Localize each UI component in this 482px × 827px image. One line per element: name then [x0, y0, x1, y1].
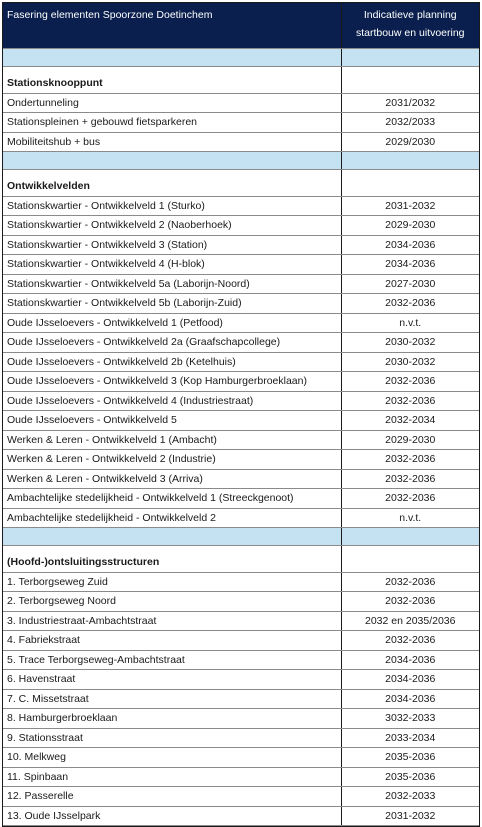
section-title-empty — [341, 552, 479, 572]
table-body — [3, 49, 479, 826]
planning-value: 2034-2036 — [341, 689, 479, 709]
element-name: 5. Trace Terborgseweg-Ambachtstraat — [3, 650, 341, 670]
table-row — [3, 235, 479, 255]
planning-value: 2033-2034 — [341, 728, 479, 748]
element-name: Stationskwartier - Ontwikkelveld 4 (H-blok) — [3, 255, 341, 275]
table-row — [3, 333, 479, 353]
planning-value: 2031/2032 — [341, 93, 479, 113]
planning-value: 2032-2036 — [341, 592, 479, 612]
element-name: 1. Terborgseweg Zuid — [3, 572, 341, 592]
planning-value: 2031-2032 — [341, 806, 479, 826]
section-spacer — [3, 49, 479, 67]
table-row — [3, 709, 479, 729]
table-row — [3, 313, 479, 333]
element-name: Stationskwartier - Ontwikkelveld 5a (Laborijn-Noord) — [3, 274, 341, 294]
section-title-row — [3, 73, 479, 93]
header-elements: Fasering elementen Spoorzone Doetinchem — [3, 3, 341, 49]
table-row — [3, 352, 479, 372]
section-title: (Hoofd-)ontsluitingsstructuren — [3, 552, 341, 572]
element-name: Oude IJsseloevers - Ontwikkelveld 2b (Ketelhuis) — [3, 352, 341, 372]
table-row — [3, 430, 479, 450]
element-name: Stationskwartier - Ontwikkelveld 3 (Station) — [3, 235, 341, 255]
planning-value: 2035-2036 — [341, 748, 479, 768]
planning-value: 2032-2036 — [341, 469, 479, 489]
element-name: Werken & Leren - Ontwikkelveld 3 (Arriva) — [3, 469, 341, 489]
table-header-row — [3, 3, 479, 49]
table-row — [3, 508, 479, 528]
planning-value: 2032-2034 — [341, 411, 479, 431]
element-name: Werken & Leren - Ontwikkelveld 2 (Industrie) — [3, 450, 341, 470]
element-name: Stationskwartier - Ontwikkelveld 2 (Naoberhoek) — [3, 216, 341, 236]
spacer-cell — [3, 49, 341, 67]
spacer-cell — [341, 528, 479, 546]
header-planning-line2: startbouw en uitvoering — [355, 27, 465, 39]
element-name: Stationskwartier - Ontwikkelveld 5b (Laborijn-Zuid) — [3, 294, 341, 314]
element-name: 11. Spinbaan — [3, 767, 341, 787]
element-name: 9. Stationsstraat — [3, 728, 341, 748]
section-spacer — [3, 152, 479, 170]
table-row — [3, 411, 479, 431]
planning-value: 2032 en 2035/2036 — [341, 611, 479, 631]
spacer-cell — [3, 528, 341, 546]
table-row — [3, 806, 479, 826]
element-name: Werken & Leren - Ontwikkelveld 1 (Ambacht) — [3, 430, 341, 450]
planning-value: 2029-2030 — [341, 430, 479, 450]
table-row — [3, 216, 479, 236]
planning-value: n.v.t. — [341, 313, 479, 333]
table-row — [3, 572, 479, 592]
planning-value: 2032-2033 — [341, 787, 479, 807]
table-row — [3, 748, 479, 768]
element-name: 6. Havenstraat — [3, 670, 341, 690]
table-row — [3, 611, 479, 631]
table-row — [3, 391, 479, 411]
element-name: 8. Hamburgerbroeklaan — [3, 709, 341, 729]
table-row — [3, 592, 479, 612]
spacer-cell — [341, 152, 479, 170]
planning-value: 2032/2033 — [341, 113, 479, 133]
element-name: 10. Melkweg — [3, 748, 341, 768]
element-name: Oude IJsseloevers - Ontwikkelveld 1 (Petfood) — [3, 313, 341, 333]
spacer-cell — [3, 152, 341, 170]
planning-value: 2030-2032 — [341, 352, 479, 372]
section-spacer — [3, 528, 479, 546]
header-planning-line1: Indicatieve planning — [363, 9, 457, 21]
section-title: Stationsknooppunt — [3, 73, 341, 93]
element-name: Stationspleinen + gebouwd fietsparkeren — [3, 113, 341, 133]
element-name: 13. Oude IJsselpark — [3, 806, 341, 826]
table-row — [3, 469, 479, 489]
planning-value: 2029/2030 — [341, 132, 479, 152]
planning-value: 2035-2036 — [341, 767, 479, 787]
spacer-cell — [341, 49, 479, 67]
planning-value: 2032-2036 — [341, 631, 479, 651]
table-row — [3, 294, 479, 314]
table-row — [3, 93, 479, 113]
planning-value: 2027-2030 — [341, 274, 479, 294]
table-row — [3, 728, 479, 748]
table-row — [3, 113, 479, 133]
table-row — [3, 196, 479, 216]
planning-value: 2034-2036 — [341, 255, 479, 275]
section-title-empty — [341, 176, 479, 196]
element-name: Oude IJsseloevers - Ontwikkelveld 3 (Kop Hamburgerbroeklaan) — [3, 372, 341, 392]
table-row — [3, 670, 479, 690]
section-title-empty — [341, 73, 479, 93]
table-row — [3, 450, 479, 470]
planning-value: 2032-2036 — [341, 489, 479, 509]
section-title-row — [3, 552, 479, 572]
element-name: Mobiliteitshub + bus — [3, 132, 341, 152]
element-name: Stationskwartier - Ontwikkelveld 1 (Sturko) — [3, 196, 341, 216]
element-name: 3. Industriestraat-Ambachtstraat — [3, 611, 341, 631]
table-row — [3, 689, 479, 709]
planning-value: 2030-2032 — [341, 333, 479, 353]
table-row — [3, 255, 479, 275]
table-row — [3, 767, 479, 787]
planning-value: 2032-2036 — [341, 372, 479, 392]
element-name: 7. C. Missetstraat — [3, 689, 341, 709]
element-name: Ondertunneling — [3, 93, 341, 113]
element-name: Oude IJsseloevers - Ontwikkelveld 5 — [3, 411, 341, 431]
header-planning — [341, 3, 479, 49]
table-row — [3, 132, 479, 152]
planning-value: 2034-2036 — [341, 650, 479, 670]
planning-value: 2032-2036 — [341, 572, 479, 592]
planning-value: 2034-2036 — [341, 235, 479, 255]
element-name: 12. Passerelle — [3, 787, 341, 807]
planning-table — [3, 3, 479, 826]
element-name: Oude IJsseloevers - Ontwikkelveld 4 (Industriestraat) — [3, 391, 341, 411]
planning-value: 2032-2036 — [341, 391, 479, 411]
section-title: Ontwikkelvelden — [3, 176, 341, 196]
element-name: 2. Terborgseweg Noord — [3, 592, 341, 612]
planning-table-container — [2, 2, 480, 827]
table-row — [3, 787, 479, 807]
element-name: Ambachtelijke stedelijkheid - Ontwikkelveld 1 (Streeckgenoot) — [3, 489, 341, 509]
table-row — [3, 274, 479, 294]
section-title-row — [3, 176, 479, 196]
planning-value: 2031-2032 — [341, 196, 479, 216]
planning-value: 2029-2030 — [341, 216, 479, 236]
planning-value: 3032-2033 — [341, 709, 479, 729]
table-row — [3, 650, 479, 670]
table-row — [3, 631, 479, 651]
element-name: Ambachtelijke stedelijkheid - Ontwikkelveld 2 — [3, 508, 341, 528]
element-name: Oude IJsseloevers - Ontwikkelveld 2a (Graafschapcollege) — [3, 333, 341, 353]
planning-value: n.v.t. — [341, 508, 479, 528]
element-name: 4. Fabriekstraat — [3, 631, 341, 651]
planning-value: 2034-2036 — [341, 670, 479, 690]
table-row — [3, 489, 479, 509]
table-row — [3, 372, 479, 392]
planning-value: 2032-2036 — [341, 294, 479, 314]
planning-value: 2032-2036 — [341, 450, 479, 470]
